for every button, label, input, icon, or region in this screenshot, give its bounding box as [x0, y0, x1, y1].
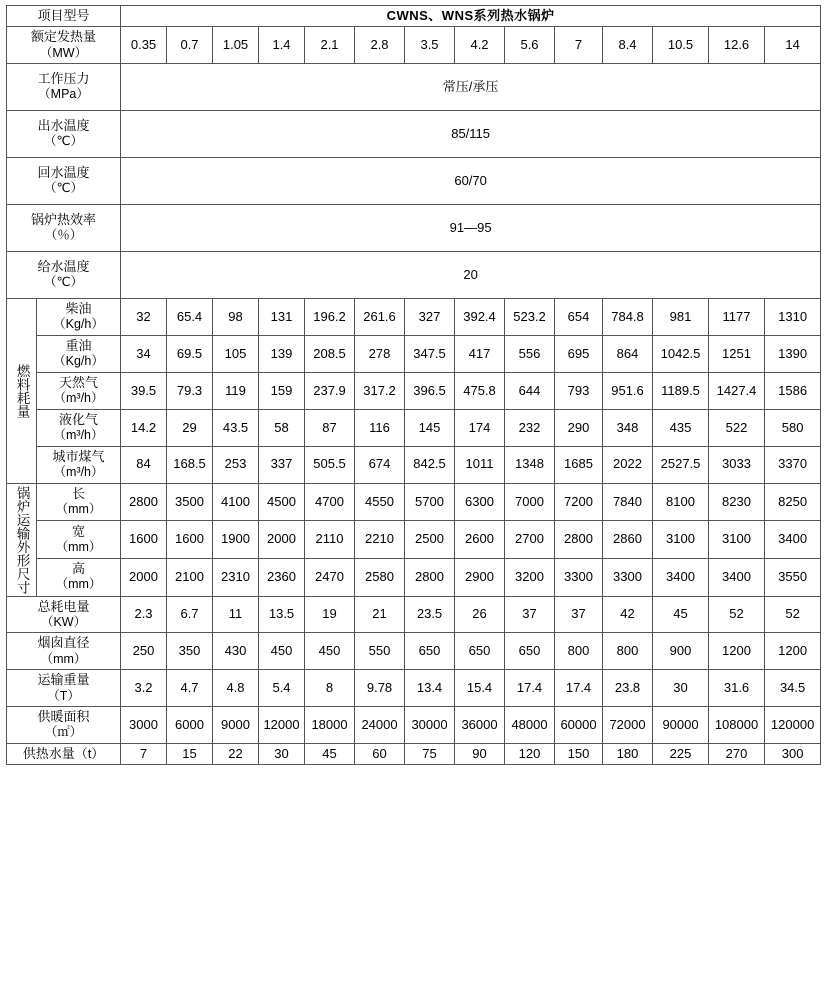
cell: 5700 — [405, 483, 455, 521]
cell: 0.35 — [121, 27, 167, 64]
cell: 350 — [167, 633, 213, 670]
cell: 17.4 — [555, 670, 603, 707]
cell: 1586 — [765, 372, 821, 409]
cell: 793 — [555, 372, 603, 409]
cell: 505.5 — [305, 446, 355, 483]
cell: 13.4 — [405, 670, 455, 707]
cell: 45 — [305, 744, 355, 765]
cell: 1900 — [213, 521, 259, 559]
row-name: 烟囱直径 — [37, 635, 90, 651]
row-unit: （mm） — [40, 651, 87, 666]
cell: 2100 — [167, 558, 213, 596]
cell: 3550 — [765, 558, 821, 596]
cell: 5.4 — [259, 670, 305, 707]
cell: 2800 — [555, 521, 603, 559]
cell: 1177 — [709, 299, 765, 336]
boiler-spec-table — [6, 5, 821, 765]
cell: 4.7 — [167, 670, 213, 707]
table-row-dim-height — [7, 558, 821, 596]
cell: 3100 — [709, 521, 765, 559]
cell-merged: 20 — [121, 252, 821, 299]
cell: 208.5 — [305, 336, 355, 373]
row-name: 给水温度 — [37, 259, 90, 275]
row-name: 额定发热量 — [31, 29, 97, 45]
cell: 139 — [259, 336, 305, 373]
cell: 695 — [555, 336, 603, 373]
row-unit: （℃） — [43, 134, 84, 149]
cell: 650 — [455, 633, 505, 670]
cell: 17.4 — [505, 670, 555, 707]
cell: 18000 — [305, 707, 355, 744]
cell: 23.8 — [603, 670, 653, 707]
cell-merged: 85/115 — [121, 111, 821, 158]
cell: 2000 — [121, 558, 167, 596]
cell: 2800 — [121, 483, 167, 521]
cell: 24000 — [355, 707, 405, 744]
cell: 4700 — [305, 483, 355, 521]
cell: 654 — [555, 299, 603, 336]
cell: 7840 — [603, 483, 653, 521]
cell: 98 — [213, 299, 259, 336]
cell: 75 — [405, 744, 455, 765]
row-label — [7, 252, 121, 299]
cell: 450 — [305, 633, 355, 670]
cell: 556 — [505, 336, 555, 373]
cell: 3500 — [167, 483, 213, 521]
cell: 14.2 — [121, 409, 167, 446]
cell: 4550 — [355, 483, 405, 521]
cell: 48000 — [505, 707, 555, 744]
cell: 2470 — [305, 558, 355, 596]
row-unit: （Kg/h） — [53, 354, 104, 369]
cell: 2210 — [355, 521, 405, 559]
cell: 30 — [653, 670, 709, 707]
row-name: 宽 — [72, 523, 86, 539]
row-unit: （％） — [44, 228, 83, 243]
cell: 430 — [213, 633, 259, 670]
row-unit: （Kg/h） — [53, 317, 104, 332]
row-unit: （T） — [47, 688, 80, 703]
cell: 253 — [213, 446, 259, 483]
cell: 52 — [765, 596, 821, 633]
cell: 550 — [355, 633, 405, 670]
cell: 60000 — [555, 707, 603, 744]
row-unit: （mm） — [55, 502, 102, 517]
table-row-title — [7, 6, 821, 27]
table-row-return-temp — [7, 158, 821, 205]
row-label — [7, 27, 121, 64]
cell: 523.2 — [505, 299, 555, 336]
cell: 3400 — [765, 521, 821, 559]
cell: 2022 — [603, 446, 653, 483]
cell: 34 — [121, 336, 167, 373]
row-name: 锅炉热效率 — [31, 212, 97, 228]
cell: 650 — [505, 633, 555, 670]
cell: 174 — [455, 409, 505, 446]
group-label-fuel-text: 燃料耗量 — [14, 363, 30, 418]
cell: 105 — [213, 336, 259, 373]
row-unit: （℃） — [43, 275, 84, 290]
row-label — [37, 558, 121, 596]
cell: 270 — [709, 744, 765, 765]
cell: 1251 — [709, 336, 765, 373]
table-row-fuel-citygas — [7, 446, 821, 483]
row-unit: （m³/h） — [53, 464, 104, 479]
cell: 30 — [259, 744, 305, 765]
cell: 1200 — [765, 633, 821, 670]
cell: 43.5 — [213, 409, 259, 446]
row-unit: （m³/h） — [53, 391, 104, 406]
row-label-model: 项目型号 — [7, 6, 121, 27]
row-name: 液化气 — [59, 411, 99, 427]
cell: 1427.4 — [709, 372, 765, 409]
cell: 4100 — [213, 483, 259, 521]
cell: 1390 — [765, 336, 821, 373]
row-label — [7, 707, 121, 744]
cell: 2900 — [455, 558, 505, 596]
row-unit: （KW） — [40, 614, 87, 629]
cell: 2860 — [603, 521, 653, 559]
table-row-efficiency — [7, 205, 821, 252]
cell: 1042.5 — [653, 336, 709, 373]
cell: 347.5 — [405, 336, 455, 373]
row-label — [37, 483, 121, 521]
table-row-rated-output — [7, 27, 821, 64]
cell: 26 — [455, 596, 505, 633]
row-label — [37, 299, 121, 336]
cell: 1685 — [555, 446, 603, 483]
cell: 450 — [259, 633, 305, 670]
cell-merged: 91—95 — [121, 205, 821, 252]
cell: 1.4 — [259, 27, 305, 64]
table-row-chimney — [7, 633, 821, 670]
cell: 159 — [259, 372, 305, 409]
cell: 475.8 — [455, 372, 505, 409]
cell: 37 — [555, 596, 603, 633]
row-name: 柴油 — [65, 301, 92, 317]
cell: 951.6 — [603, 372, 653, 409]
row-label — [37, 336, 121, 373]
cell: 1200 — [709, 633, 765, 670]
row-name: 回水温度 — [37, 165, 90, 181]
cell: 1011 — [455, 446, 505, 483]
table-row-dim-width — [7, 521, 821, 559]
cell: 7200 — [555, 483, 603, 521]
table-row-outlet-temp — [7, 111, 821, 158]
cell: 3300 — [603, 558, 653, 596]
cell: 2.3 — [121, 596, 167, 633]
cell: 864 — [603, 336, 653, 373]
table-row-heating-area — [7, 707, 821, 744]
cell: 580 — [765, 409, 821, 446]
row-name: 天然气 — [59, 374, 99, 390]
cell: 7000 — [505, 483, 555, 521]
cell: 116 — [355, 409, 405, 446]
row-label — [37, 409, 121, 446]
cell: 2.1 — [305, 27, 355, 64]
cell: 435 — [653, 409, 709, 446]
cell: 1.05 — [213, 27, 259, 64]
cell: 3200 — [505, 558, 555, 596]
row-label — [7, 744, 121, 765]
cell: 90000 — [653, 707, 709, 744]
cell: 120000 — [765, 707, 821, 744]
cell: 39.5 — [121, 372, 167, 409]
cell: 784.8 — [603, 299, 653, 336]
row-unit: （m³/h） — [53, 428, 104, 442]
cell: 250 — [121, 633, 167, 670]
cell: 3.5 — [405, 27, 455, 64]
cell: 15.4 — [455, 670, 505, 707]
cell: 42 — [603, 596, 653, 633]
row-label — [7, 158, 121, 205]
cell: 522 — [709, 409, 765, 446]
row-label — [37, 372, 121, 409]
cell: 3033 — [709, 446, 765, 483]
cell: 650 — [405, 633, 455, 670]
cell: 79.3 — [167, 372, 213, 409]
row-name: 高 — [72, 561, 86, 577]
cell: 7 — [555, 27, 603, 64]
cell: 800 — [555, 633, 603, 670]
cell: 23.5 — [405, 596, 455, 633]
cell: 65.4 — [167, 299, 213, 336]
cell: 392.4 — [455, 299, 505, 336]
cell: 417 — [455, 336, 505, 373]
group-label-dimensions-text: 锅炉运输外形尺寸 — [14, 485, 30, 594]
cell: 3.2 — [121, 670, 167, 707]
cell: 3400 — [709, 558, 765, 596]
cell: 4500 — [259, 483, 305, 521]
cell: 168.5 — [167, 446, 213, 483]
table-title: CWNS、WNS系列热水锅炉 — [121, 6, 821, 27]
cell: 396.5 — [405, 372, 455, 409]
row-name: 工作压力 — [37, 71, 90, 87]
row-label — [37, 521, 121, 559]
row-label — [7, 111, 121, 158]
row-label — [7, 64, 121, 111]
row-name: 长 — [72, 485, 86, 501]
cell: 1348 — [505, 446, 555, 483]
table-row-fuel-diesel — [7, 299, 821, 336]
cell-merged: 60/70 — [121, 158, 821, 205]
cell: 0.7 — [167, 27, 213, 64]
cell: 52 — [709, 596, 765, 633]
cell: 72000 — [603, 707, 653, 744]
cell: 150 — [555, 744, 603, 765]
cell: 4.2 — [455, 27, 505, 64]
cell: 337 — [259, 446, 305, 483]
cell: 196.2 — [305, 299, 355, 336]
cell: 237.9 — [305, 372, 355, 409]
cell: 8230 — [709, 483, 765, 521]
row-name: 供热水量（t） — [22, 746, 105, 761]
cell: 800 — [603, 633, 653, 670]
cell: 2527.5 — [653, 446, 709, 483]
table-row-weight — [7, 670, 821, 707]
row-name: 供暖面积 — [37, 709, 90, 725]
row-name: 运输重量 — [37, 672, 90, 688]
cell: 19 — [305, 596, 355, 633]
cell: 14 — [765, 27, 821, 64]
cell: 842.5 — [405, 446, 455, 483]
cell: 6000 — [167, 707, 213, 744]
table-row-working-pressure — [7, 64, 821, 111]
table-row-fuel-lpg — [7, 409, 821, 446]
cell: 180 — [603, 744, 653, 765]
cell: 278 — [355, 336, 405, 373]
cell: 12.6 — [709, 27, 765, 64]
table-row-hot-water-output — [7, 744, 821, 765]
cell: 29 — [167, 409, 213, 446]
cell: 2000 — [259, 521, 305, 559]
cell: 2700 — [505, 521, 555, 559]
cell: 2600 — [455, 521, 505, 559]
cell: 145 — [405, 409, 455, 446]
row-name: 重油 — [65, 338, 92, 353]
cell: 119 — [213, 372, 259, 409]
cell: 8.4 — [603, 27, 653, 64]
cell: 30000 — [405, 707, 455, 744]
cell: 32 — [121, 299, 167, 336]
table-row-fuel-naturalgas — [7, 372, 821, 409]
cell: 131 — [259, 299, 305, 336]
cell: 8 — [305, 670, 355, 707]
cell: 1600 — [121, 521, 167, 559]
cell: 12000 — [259, 707, 305, 744]
table-row-feedwater-temp — [7, 252, 821, 299]
cell-merged: 常压/承压 — [121, 64, 821, 111]
cell: 37 — [505, 596, 555, 633]
cell: 2500 — [405, 521, 455, 559]
cell: 2310 — [213, 558, 259, 596]
cell: 4.8 — [213, 670, 259, 707]
cell: 300 — [765, 744, 821, 765]
cell: 5.6 — [505, 27, 555, 64]
cell: 1600 — [167, 521, 213, 559]
table-row-fuel-heavyoil — [7, 336, 821, 373]
cell: 3000 — [121, 707, 167, 744]
cell: 9.78 — [355, 670, 405, 707]
cell: 1310 — [765, 299, 821, 336]
cell: 232 — [505, 409, 555, 446]
cell: 58 — [259, 409, 305, 446]
cell: 900 — [653, 633, 709, 670]
cell: 2360 — [259, 558, 305, 596]
cell: 34.5 — [765, 670, 821, 707]
cell: 225 — [653, 744, 709, 765]
cell: 3100 — [653, 521, 709, 559]
cell: 21 — [355, 596, 405, 633]
cell: 13.5 — [259, 596, 305, 633]
cell: 36000 — [455, 707, 505, 744]
row-unit: （℃） — [43, 181, 84, 196]
cell: 108000 — [709, 707, 765, 744]
cell: 644 — [505, 372, 555, 409]
cell: 327 — [405, 299, 455, 336]
row-name: 城市煤气 — [52, 448, 105, 464]
cell: 60 — [355, 744, 405, 765]
cell: 2580 — [355, 558, 405, 596]
row-unit: （MPa） — [38, 87, 89, 102]
row-label — [7, 596, 121, 633]
cell: 31.6 — [709, 670, 765, 707]
cell: 290 — [555, 409, 603, 446]
row-label — [7, 205, 121, 252]
group-label-dimensions — [7, 483, 37, 596]
row-label — [7, 670, 121, 707]
row-unit: （mm） — [55, 539, 102, 554]
cell: 45 — [653, 596, 709, 633]
cell: 11 — [213, 596, 259, 633]
cell: 8100 — [653, 483, 709, 521]
cell: 981 — [653, 299, 709, 336]
row-unit: （MW） — [39, 45, 88, 60]
cell: 2800 — [405, 558, 455, 596]
cell: 348 — [603, 409, 653, 446]
group-label-fuel — [7, 299, 37, 483]
row-unit: （mm） — [55, 577, 102, 592]
cell: 3300 — [555, 558, 603, 596]
cell: 3370 — [765, 446, 821, 483]
row-name: 出水温度 — [37, 118, 90, 134]
cell: 8250 — [765, 483, 821, 521]
cell: 9000 — [213, 707, 259, 744]
cell: 2110 — [305, 521, 355, 559]
cell: 10.5 — [653, 27, 709, 64]
cell: 1189.5 — [653, 372, 709, 409]
cell: 6300 — [455, 483, 505, 521]
table-row-power — [7, 596, 821, 633]
cell: 2.8 — [355, 27, 405, 64]
cell: 87 — [305, 409, 355, 446]
cell: 317.2 — [355, 372, 405, 409]
cell: 674 — [355, 446, 405, 483]
cell: 261.6 — [355, 299, 405, 336]
row-name: 总耗电量 — [37, 598, 90, 614]
cell: 15 — [167, 744, 213, 765]
table-row-dim-length — [7, 483, 821, 521]
cell: 7 — [121, 744, 167, 765]
row-label — [37, 446, 121, 483]
cell: 22 — [213, 744, 259, 765]
cell: 120 — [505, 744, 555, 765]
row-unit: （㎡） — [44, 725, 83, 740]
cell: 84 — [121, 446, 167, 483]
cell: 90 — [455, 744, 505, 765]
cell: 3400 — [653, 558, 709, 596]
cell: 69.5 — [167, 336, 213, 373]
cell: 6.7 — [167, 596, 213, 633]
row-label — [7, 633, 121, 670]
